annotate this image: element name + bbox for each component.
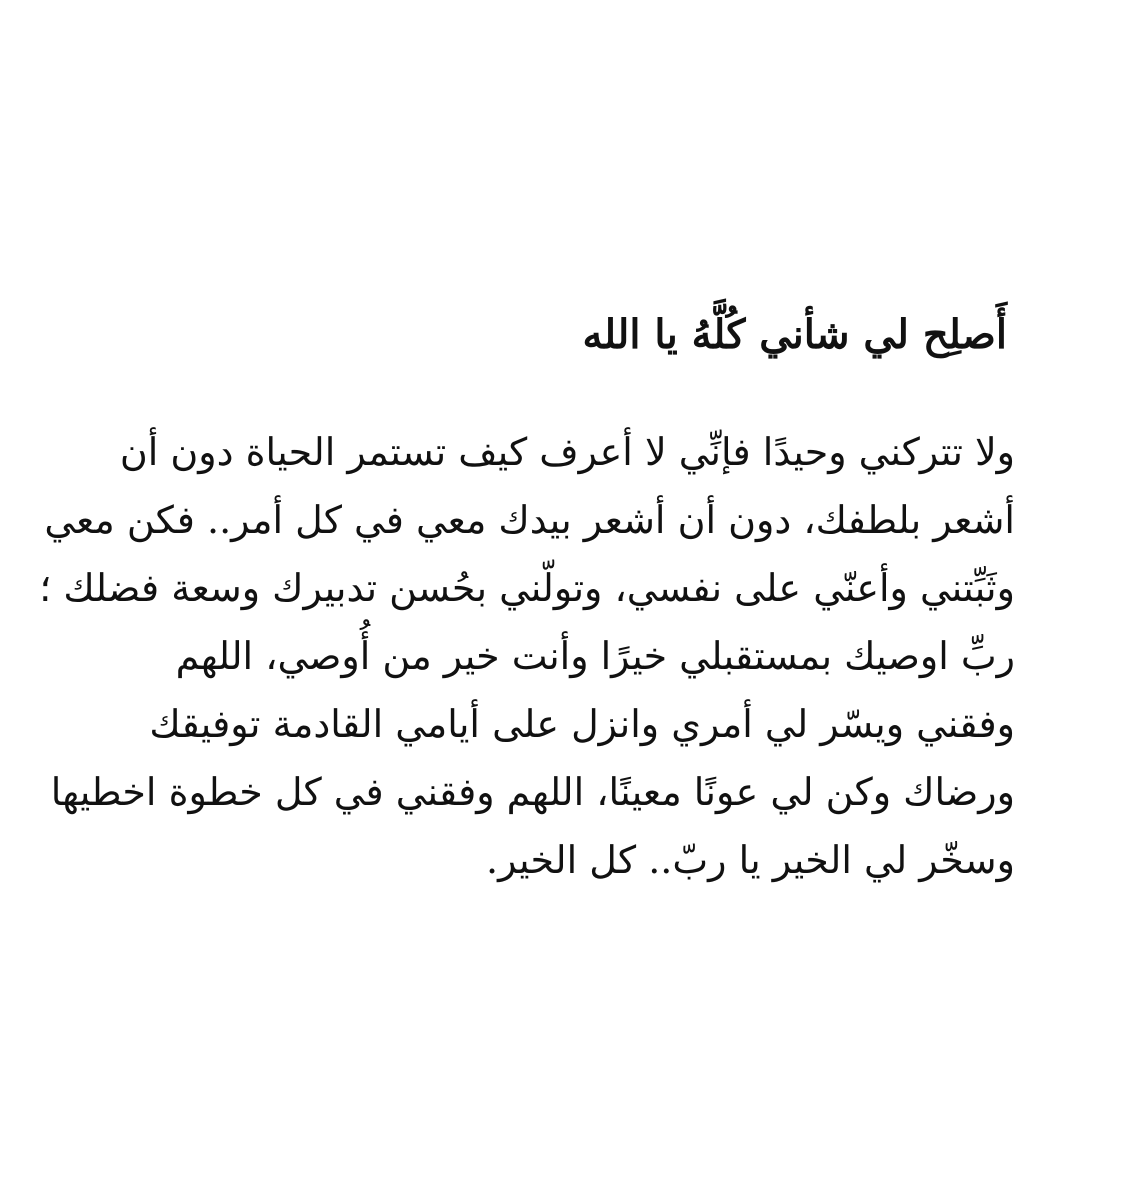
body-line: ورضاك وكن لي عونًا معينًا، اللهم وفقني في كل خطوة اخطيها <box>50 770 1015 814</box>
document-title: أَصلِح لي شأني كُلَّهُ يا الله <box>582 311 1007 358</box>
body-line: ربِّ اوصيك بمستقبلي خيرًا وأنت خير من أُوصي، اللهم <box>175 634 1015 678</box>
body-line: أشعر بلطفك، دون أن أشعر بيدك معي في كل أمر.. فكن معي <box>44 498 1015 542</box>
document-body <box>39 418 1015 894</box>
body-line: ولا تتركني وحيدًا فإنِّي لا أعرف كيف تستمر الحياة دون أن <box>119 430 1015 474</box>
body-line: وسخّر لي الخير يا ربّ.. كل الخير. <box>486 838 1015 882</box>
body-line: وثَبِّتني وأعنّي على نفسي، وتولّني بحُسن تدبيرك وسعة فضلك ؛ <box>39 566 1015 610</box>
body-line: وفقني ويسّر لي أمري وانزل على أيامي القادمة توفيقك <box>149 702 1015 746</box>
